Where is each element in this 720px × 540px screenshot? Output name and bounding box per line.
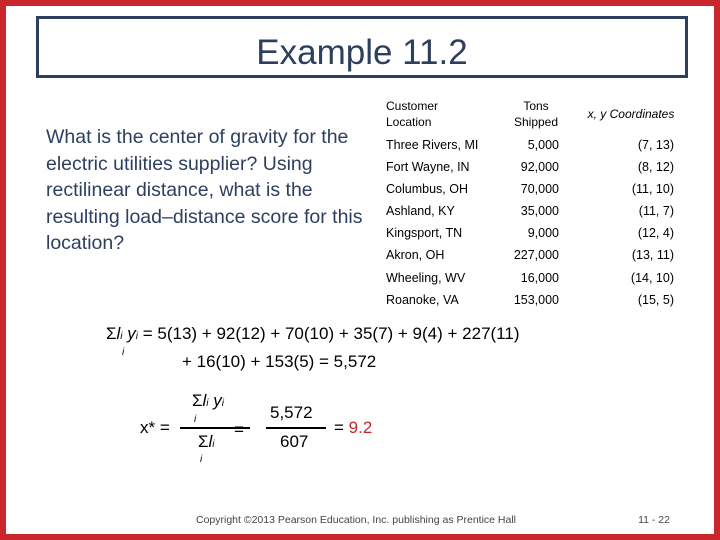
xstar-label: x* = <box>140 418 170 437</box>
row-location: Three Rivers, MI <box>386 138 479 152</box>
row-coordinates: (12, 4) <box>637 226 674 240</box>
fraction-equals: = <box>234 420 244 439</box>
y-symbol: y <box>213 391 222 410</box>
header-tons-line1: Tons <box>523 99 549 113</box>
subscript-i: i <box>206 398 209 409</box>
row-coordinates: (11, 7) <box>638 204 674 218</box>
slide-title: Example 11.2 <box>256 33 468 72</box>
row-coordinates: (7, 13) <box>637 138 674 152</box>
row-tons: 227,000 <box>513 248 559 262</box>
row-tons: 16,000 <box>520 271 559 285</box>
row-coordinates: (14, 10) <box>630 271 674 285</box>
row-coordinates: (11, 10) <box>631 182 674 196</box>
y-symbol: y <box>127 324 136 343</box>
header-location-line1: Customer <box>386 99 439 113</box>
subscript-i: i <box>135 331 138 342</box>
l-symbol: l <box>208 432 213 451</box>
numerator-value: 5,572 <box>270 403 313 422</box>
row-tons: 92,000 <box>520 160 559 174</box>
row-location: Kingsport, TN <box>386 226 463 240</box>
sigma-index: i <box>122 347 125 358</box>
row-coordinates: (15, 5) <box>637 293 674 307</box>
result <box>334 418 372 438</box>
row-tons: 35,000 <box>520 204 559 218</box>
sigma-symbol: Σ <box>192 391 203 410</box>
sigma-symbol: Σ <box>106 324 117 343</box>
header-tons-line2: Shipped <box>513 115 559 129</box>
header-coordinates: x, y Coordinates <box>587 107 675 121</box>
row-tons: 70,000 <box>520 182 559 196</box>
title-box <box>36 16 688 78</box>
row-coordinates: (13, 11) <box>631 248 674 262</box>
slide <box>6 6 714 534</box>
result-prefix: = <box>334 418 349 437</box>
sigma-symbol: Σ <box>198 432 209 451</box>
row-location: Fort Wayne, IN <box>386 160 470 174</box>
result-value: 9.2 <box>348 418 373 437</box>
row-location: Ashland, KY <box>386 204 455 218</box>
sigma-index: i <box>194 414 197 425</box>
fraction-numerator <box>192 391 224 414</box>
row-location: Akron, OH <box>386 248 445 262</box>
question-text: What is the center of gravity for the electric utilities supplier? Using rectilinear distance, what is the resulting load–distance score for this location? <box>46 126 363 254</box>
page-number: 11 - 22 <box>638 514 670 526</box>
header-location-line2: Location <box>386 115 432 129</box>
sum-ly-formula <box>106 324 520 347</box>
row-location: Columbus, OH <box>386 182 468 196</box>
row-location: Wheeling, WV <box>386 271 466 285</box>
row-coordinates: (8, 12) <box>637 160 674 174</box>
subscript-i: i <box>221 398 224 409</box>
sum-ly-line2: + 16(10) + 153(5) = 5,572 <box>182 352 377 371</box>
copyright-footer: Copyright ©2013 Pearson Education, Inc. publishing as Prentice Hall <box>196 514 517 526</box>
row-tons: 9,000 <box>527 226 559 240</box>
row-tons: 5,000 <box>527 138 559 152</box>
denominator-value: 607 <box>280 432 309 451</box>
sum-ly-line1: 5(13) + 92(12) + 70(10) + 35(7) + 9(4) + 227(11) <box>157 324 520 343</box>
subscript-i: i <box>212 439 215 450</box>
subscript-i: i <box>120 331 123 342</box>
row-location: Roanoke, VA <box>386 293 459 307</box>
row-tons: 153,000 <box>513 293 559 307</box>
l-symbol: l <box>202 391 207 410</box>
equals-sign: = <box>142 324 153 343</box>
fraction-bar <box>266 427 326 429</box>
sigma-index: i <box>200 454 203 465</box>
l-symbol: l <box>116 324 121 343</box>
